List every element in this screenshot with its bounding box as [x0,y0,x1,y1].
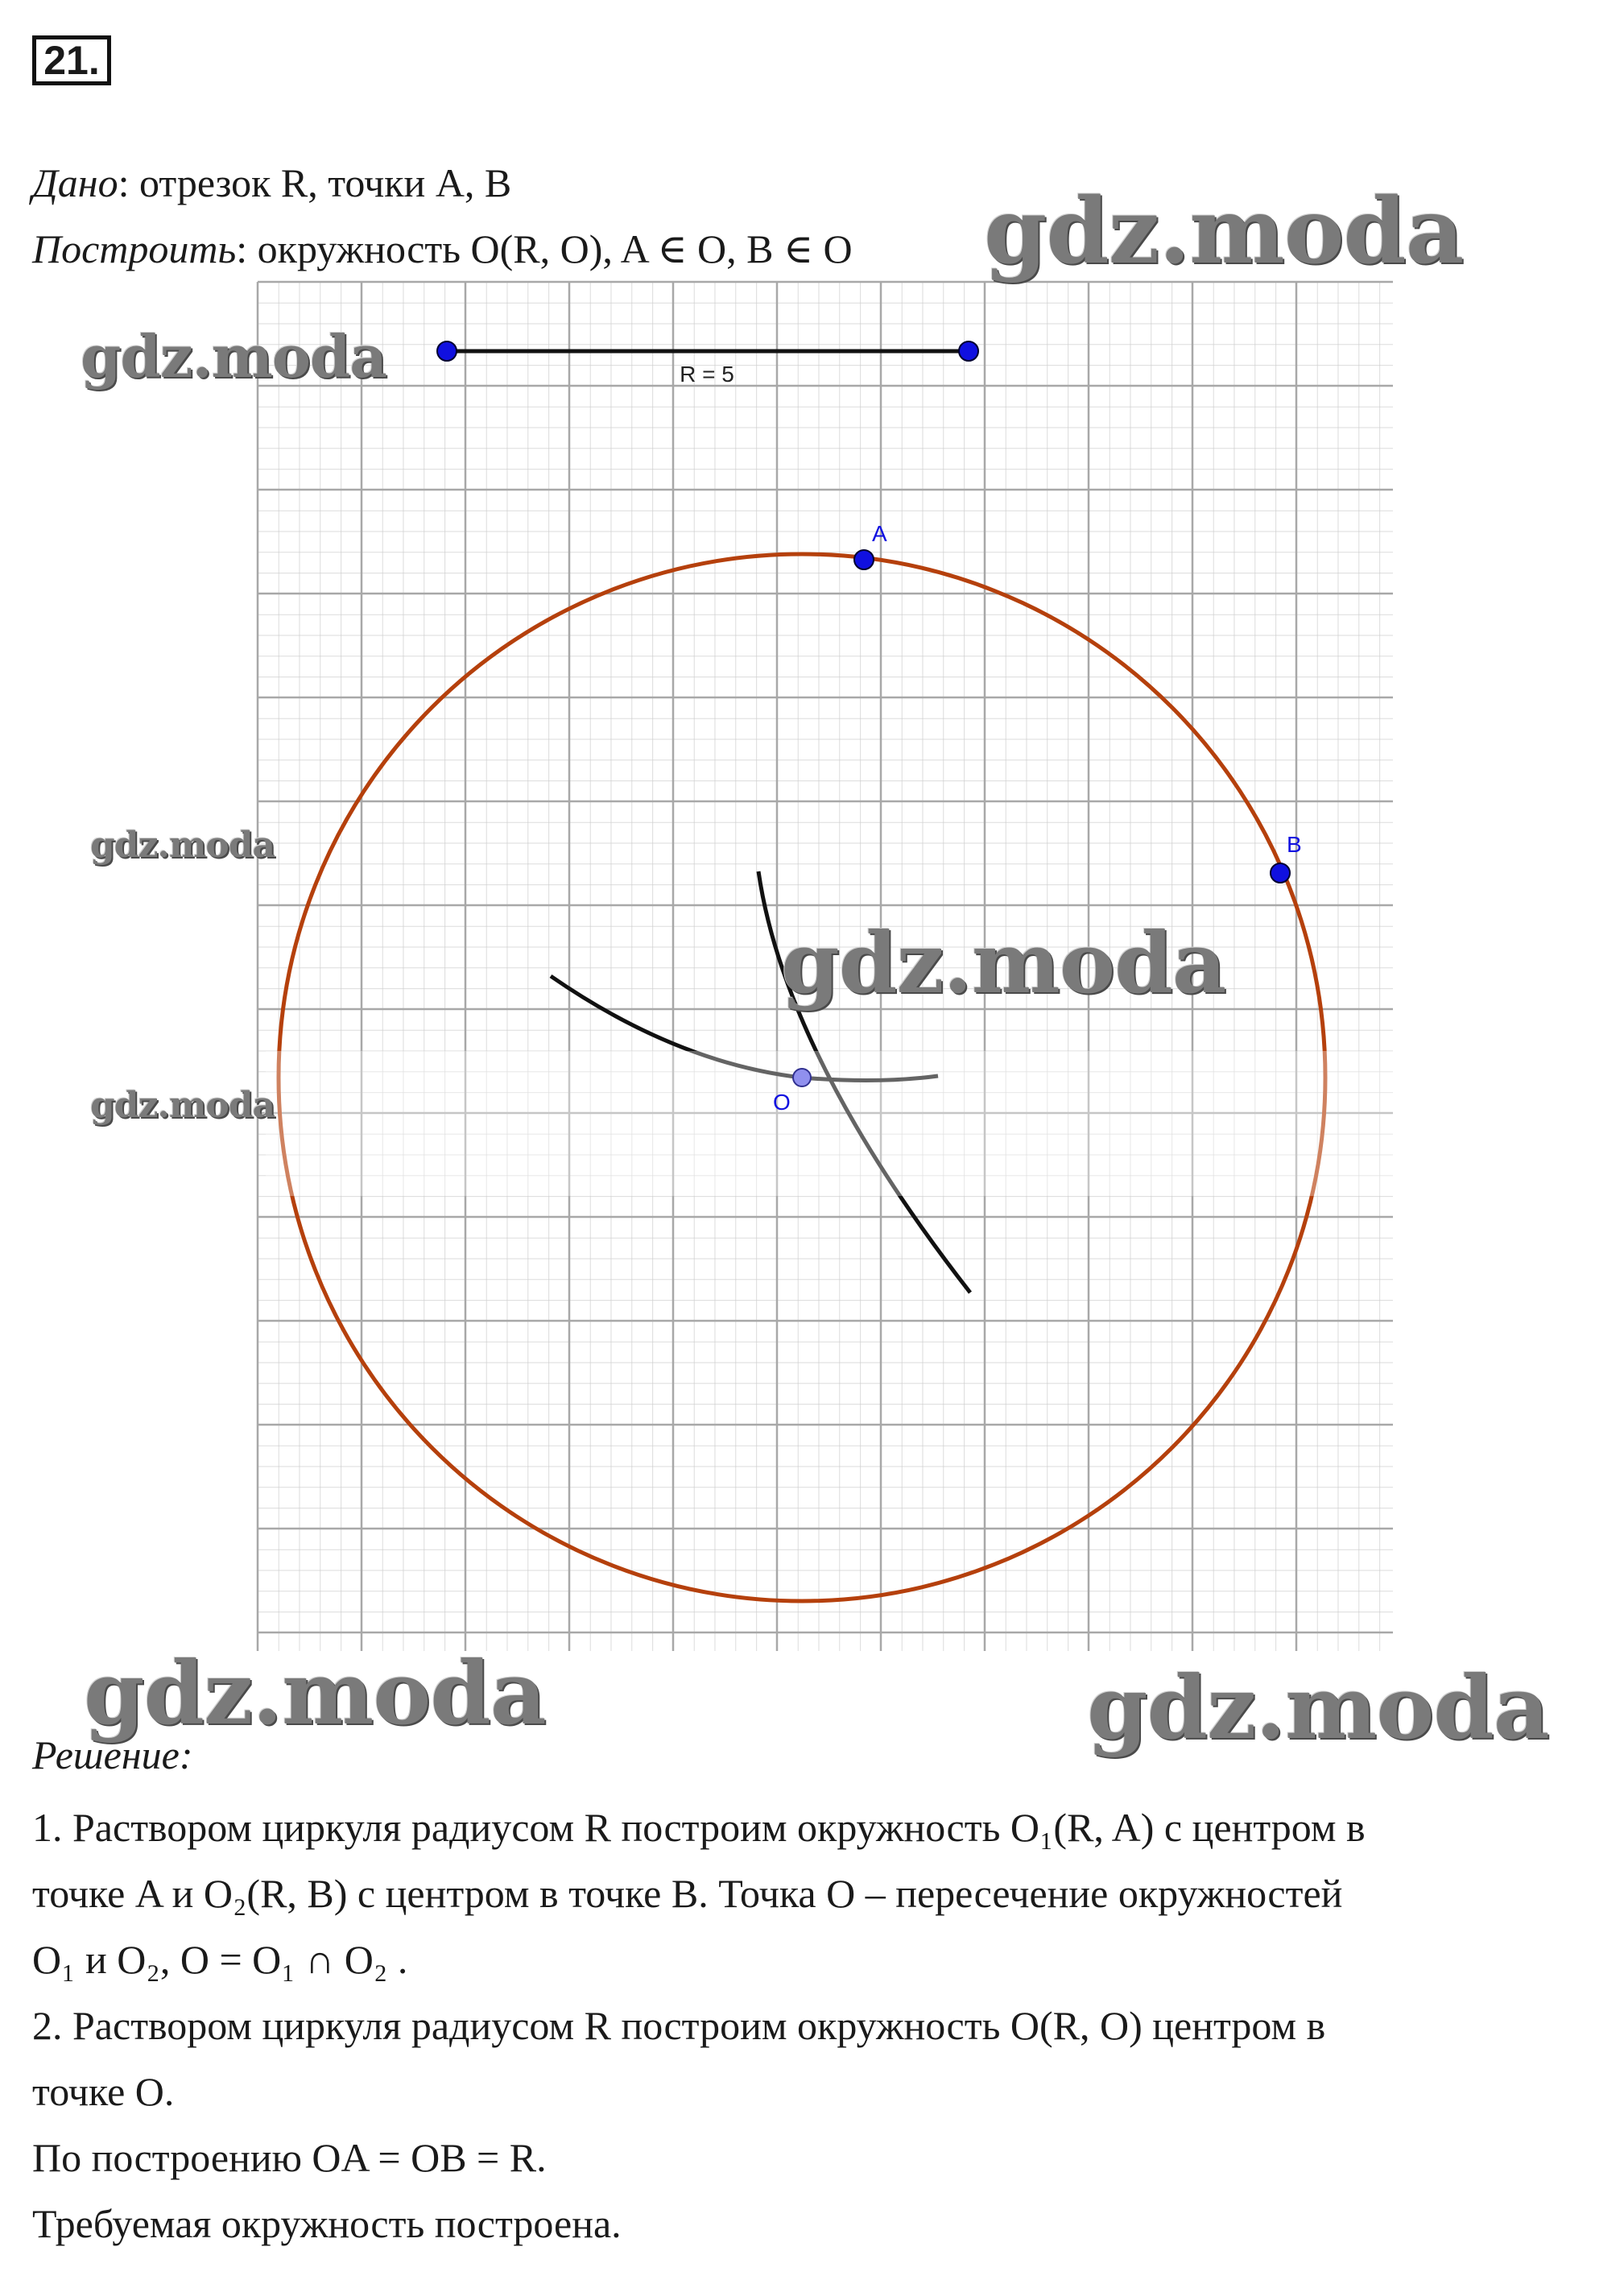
task-number: 21. [32,35,111,85]
given-text: : отрезок R, точки A, B [118,160,512,205]
watermark: gdz.moda [1087,1657,1549,1759]
solution-line: По построению OA = OB = R. [32,2135,547,2180]
watermark: gdz.moda [781,913,1226,1012]
solution-line: точке A и O₂(R, B) с центром в точке B. Точка O – пересечение окружностей [32,1871,1343,1916]
solution-line: O₁ и O₂, O = O₁ ∩ O₂ . [32,1937,408,1982]
watermark: gdz.moda [84,1643,546,1744]
point-a-label: A [872,521,887,546]
solution-line: точке O. [32,2069,175,2114]
point-b-label: B [1287,832,1302,857]
construct-text: : окружность O(R, O), A ∈ O, B ∈ O [236,226,853,271]
solution-line: Требуемая окружность построена. [32,2201,622,2246]
solution-line: 1. Раствором циркуля радиусом R построим окружность O₁(R, A) с центром в [32,1805,1366,1850]
point-o-label: O [773,1090,791,1115]
watermark: gdz.moda [81,322,386,391]
construct-label: Построить [32,226,237,271]
solution-heading-text: Решение [32,1732,180,1777]
solution-heading-suffix: : [179,1732,193,1777]
given-label: Дано [32,160,118,205]
watermark: gdz.moda [90,1085,275,1126]
segment-label: R = 5 [680,362,734,387]
solution-line: 2. Раствором циркуля радиусом R построим окружность O(R, O) центром в [32,2003,1326,2048]
solution-heading [32,1732,193,1778]
watermark-band [266,1051,1393,1196]
watermark: gdz.moda [90,825,275,866]
segment-endpoint-left [437,341,457,361]
segment-endpoint-right [959,341,978,361]
watermark: gdz.moda [984,179,1464,284]
